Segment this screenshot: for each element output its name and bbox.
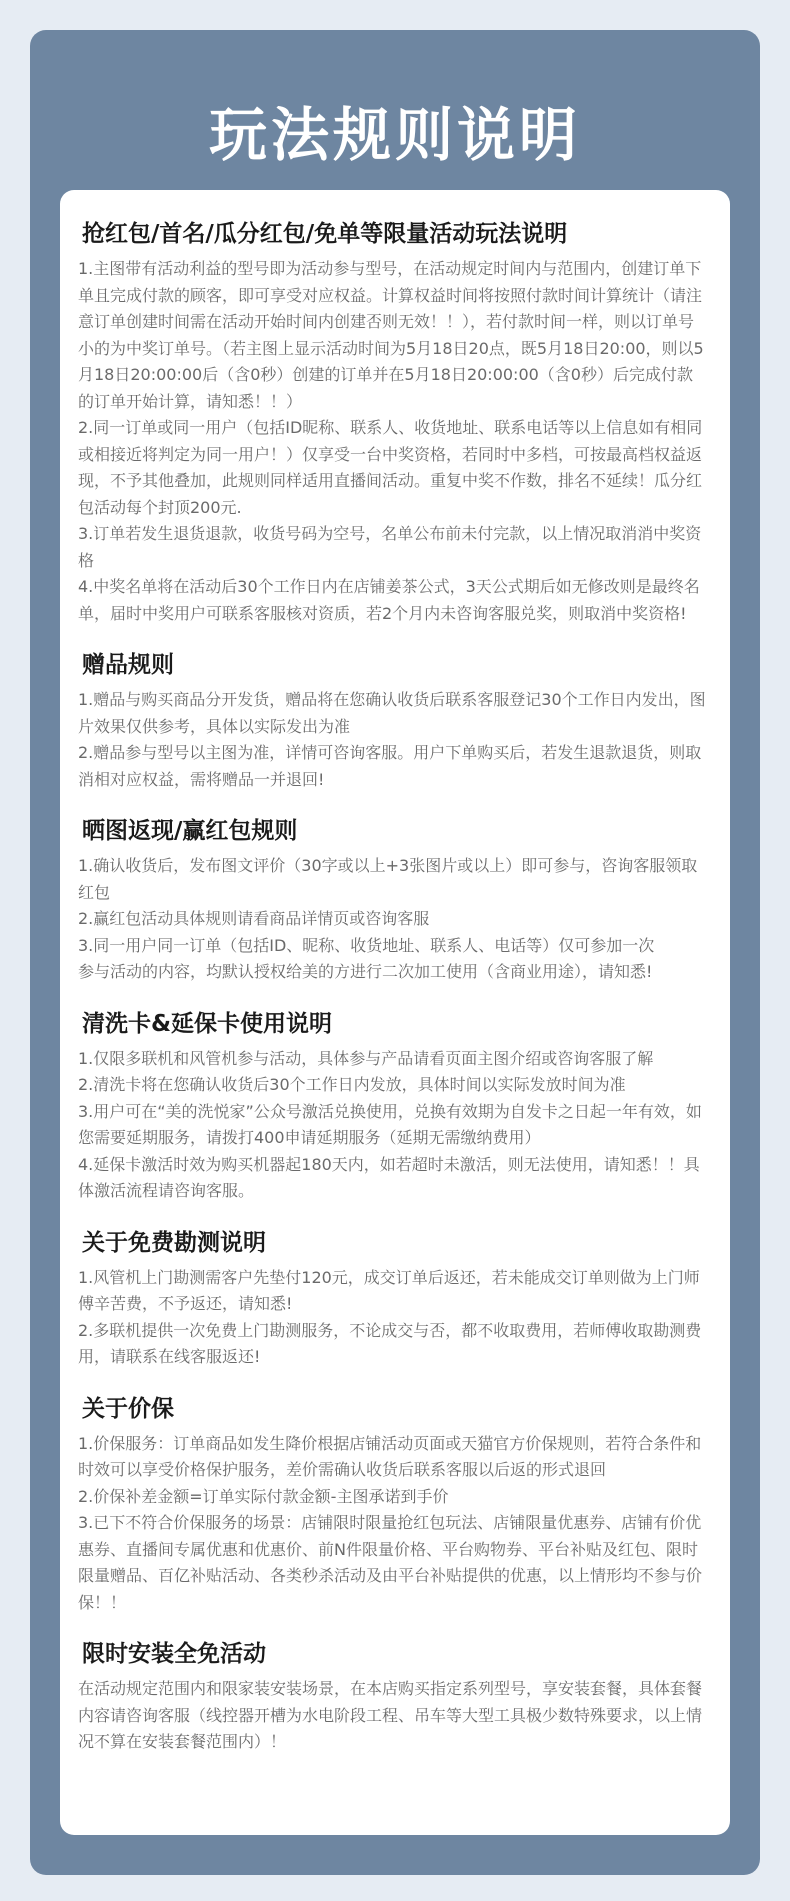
rule-paragraph: 2.多联机提供一次免费上门勘测服务，不论成交与否，都不收取费用，若师傅收取勘测费用，请联系在线客服返还! (78, 1320, 702, 1366)
rule-paragraph: 1.风管机上门勘测需客户先垫付120元，成交订单后返还，若未能成交订单则做为上门师傅辛苦费，不予返还，请知悉! (78, 1267, 700, 1313)
section-title: 限时安装全免活动 (82, 1641, 266, 1667)
rule-paragraph: 3.已下不符合价保服务的场景：店铺限时限量抢红包玩法、店铺限量优惠券、店铺有价优惠券、直播间专属优惠和优惠价、前N件限量价格、平台购物券、平台补贴及红包、限时限量赠品、百亿补贴活动、各类秒杀活动及由平台补贴提供的优惠，以上情形均不参与价保！！ (78, 1513, 703, 1612)
rule-paragraph: 2.价保补差金额=订单实际付款金额-主图承诺到手价 (78, 1486, 449, 1506)
section-cleaning-warranty-card (78, 1008, 708, 1205)
section-title: 关于免费勘测说明 (82, 1229, 266, 1256)
page-title: 玩法规则说明 (208, 101, 581, 169)
rule-paragraph: 3.用户可在“美的洗悦家”公众号激活兑换使用，兑换有效期为自发卡之日起一年有效，如您需要延期服务，请拨打400申请延期服务（延期无需缴纳费用） (78, 1101, 702, 1147)
rule-paragraph: 2.赢红包活动具体规则请看商品详情页或咨询客服 (78, 909, 430, 928)
rule-paragraph: 1.赠品与购买商品分开发货，赠品将在您确认收货后联系客服登记30个工作日内发出，图片效果仅供参考，具体以实际发出为准 (78, 690, 706, 736)
section-title: 赠品规则 (82, 652, 174, 678)
section-gift-rules (78, 649, 708, 793)
rule-paragraph: 在活动规定范围内和限家装安装场景，在本店购买指定系列型号，享安装套餐，具体套餐内容请咨询客服（线控器开槽为水电阶段工程、吊车等大型工具极少数特殊要求，以上情况不算在安装套餐范围内）！ (78, 1679, 703, 1751)
rule-paragraph: 4.中奖名单将在活动后30个工作日内在店铺姜茶公式，3天公式期后如无修改则是最终名单，届时中奖用户可联系客服核对资质，若2个月内未咨询客服兑奖，则取消中奖资格! (78, 577, 700, 623)
rule-paragraph: 1.主图带有活动利益的型号即为活动参与型号，在活动规定时间内与范围内，创建订单下单且完成付款的顾客，即可享受对应权益。计算权益时间将按照付款时间计算统计（请注意订单创建时间需在活动开始时间内创建否则无效！！），若付款时间一样，则以订单号小的为中奖订单号。（若主图上显示活动时间为5月18日20点，既5月18日20:00，则以5月18日20:00:00后（含0秒）创建的订单并在5月18日20:00:00（含0秒）后完成付款的订单开始计算，请知悉！！） (78, 259, 704, 411)
section-free-installation (78, 1638, 708, 1756)
section-title: 清洗卡&延保卡使用说明 (82, 1010, 333, 1037)
section-limited-activity (78, 218, 708, 627)
section-title: 关于价保 (82, 1395, 174, 1422)
section-photo-cashback (78, 815, 708, 986)
rule-paragraph: 2.清洗卡将在您确认收货后30个工作日内发放，具体时间以实际发放时间为准 (78, 1075, 626, 1094)
rule-paragraph: 2.赠品参与型号以主图为准，详情可咨询客服。用户下单购买后，若发生退款退货，则取消相对应权益，需将赠品一并退回! (78, 743, 702, 789)
rule-paragraph: 1.仅限多联机和风管机参与活动，具体参与产品请看页面主图介绍或咨询客服了解 (78, 1048, 654, 1068)
rule-paragraph: 3.同一用户同一订单（包括ID、昵称、收货地址、联系人、电话等）仅可参加一次 参与活动的内容，均默认授权给美的方进行二次加工使用（含商业用途），请知悉! (78, 935, 655, 981)
rule-paragraph: 4.延保卡激活时效为购买机器起180天内，如若超时未激活，则无法使用，请知悉！！具体激活流程请咨询客服。 (78, 1154, 700, 1200)
section-free-survey (78, 1227, 708, 1371)
rules-card (60, 190, 730, 1835)
section-title: 晒图返现/赢红包规则 (82, 818, 298, 844)
rule-paragraph: 2.同一订单或同一用户（包括ID昵称、联系人、收货地址、联系电话等以上信息如有相同或相接近将判定为同一用户！）仅享受一台中奖资格，若同时中多档，可按最高档权益返现，不予其他叠加，此规则同样适用直播间活动。重复中奖不作数，排名不延续！瓜分红包活动每个封顶200元. (78, 418, 703, 517)
section-title: 抢红包/首名/瓜分红包/免单等限量活动玩法说明 (82, 221, 568, 247)
rule-paragraph: 1.确认收货后，发布图文评价（30字或以上+3张图片或以上）即可参与，咨询客服领取红包 (78, 856, 698, 902)
rule-paragraph: 3.订单若发生退货退款，收货号码为空号，名单公布前未付完款，以上情况取消消中奖资格 (78, 524, 702, 570)
section-price-protection (78, 1393, 708, 1617)
rule-paragraph: 1.价保服务：订单商品如发生降价根据店铺活动页面或天猫官方价保规则，若符合条件和时效可以享受价格保护服务，差价需确认收货后联系客服以后返的形式退回 (78, 1433, 702, 1479)
